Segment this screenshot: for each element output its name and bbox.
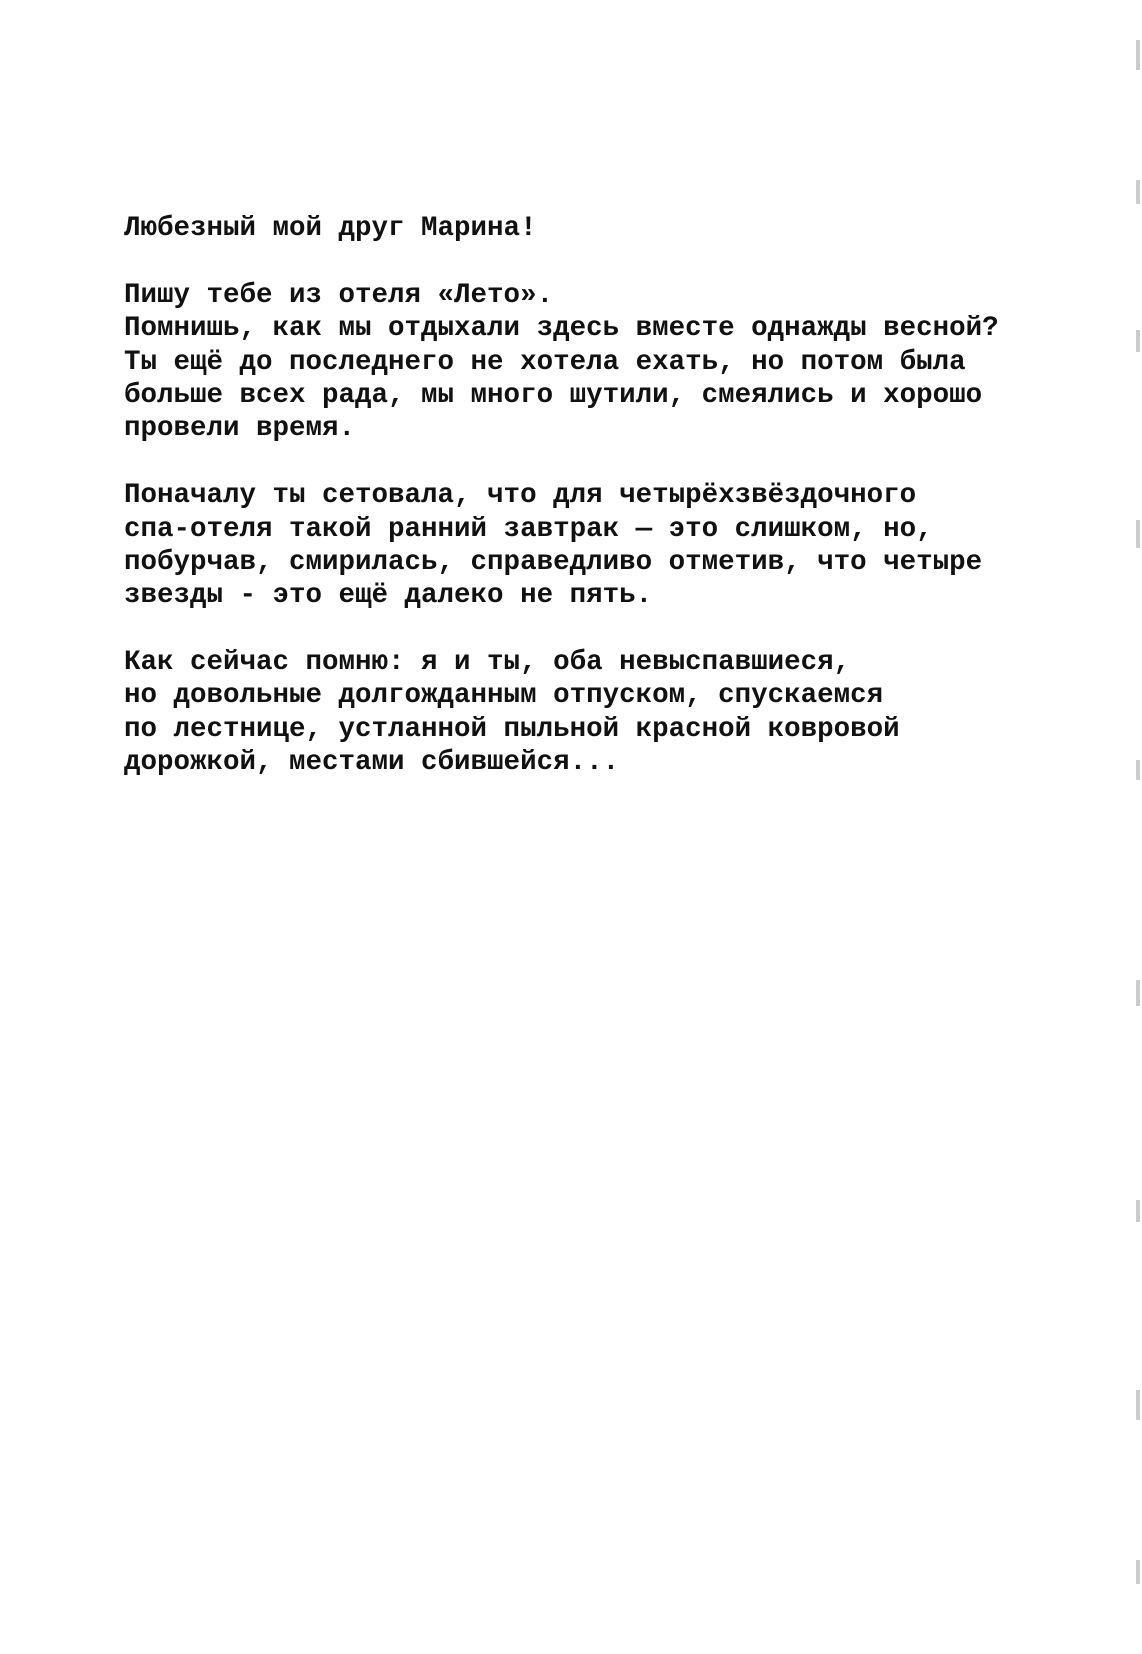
paragraph-2 [124, 479, 1084, 613]
scan-mark [1136, 760, 1140, 780]
paragraph-line: провели время. [124, 413, 356, 445]
paragraph-line: Ты ещё до последнего не хотела ехать, но потом была [124, 346, 966, 378]
scan-mark [1136, 1560, 1140, 1584]
paragraph-line: Помнишь, как мы отдыхали здесь вместе однажды весной? [124, 313, 999, 345]
scan-edge-marks [1132, 0, 1142, 1654]
paragraph-line: побурчав, смирилась, справедливо отметив, что четыре [124, 546, 983, 578]
paragraph-line: Как сейчас помню: я и ты, оба невыспавшиеся, [124, 647, 851, 679]
paragraph-line: звезды - это ещё далеко не пять. [124, 580, 653, 612]
scan-mark [1136, 180, 1140, 204]
paragraph-line: больше всех рада, мы много шутили, смеялись и хорошо [124, 379, 983, 411]
scan-mark [1136, 980, 1140, 1006]
scan-mark [1136, 520, 1140, 548]
letter-body [124, 212, 1084, 813]
paragraph-line: но довольные долгожданным отпуском, спускаемся [124, 680, 884, 712]
paragraph-line: по лестнице, устланной пыльной красной ковровой [124, 713, 900, 745]
paragraph-line: Поначалу ты сетовала, что для четырёхзвёздочного [124, 480, 917, 512]
scan-mark [1136, 1390, 1140, 1420]
paragraph-line: дорожкой, местами сбившейся... [124, 747, 620, 779]
paragraph-line: Пишу тебе из отеля «Лето». [124, 279, 554, 311]
paragraph-3 [124, 646, 1084, 780]
letter-greeting: Любезный мой друг Марина! [124, 213, 537, 244]
scan-mark [1136, 1200, 1140, 1222]
paragraph-1 [124, 279, 1084, 446]
scan-mark [1136, 330, 1140, 352]
scan-mark [1136, 40, 1140, 70]
paragraph-line: спа-отеля такой ранний завтрак — это слишком, но, [124, 513, 933, 545]
